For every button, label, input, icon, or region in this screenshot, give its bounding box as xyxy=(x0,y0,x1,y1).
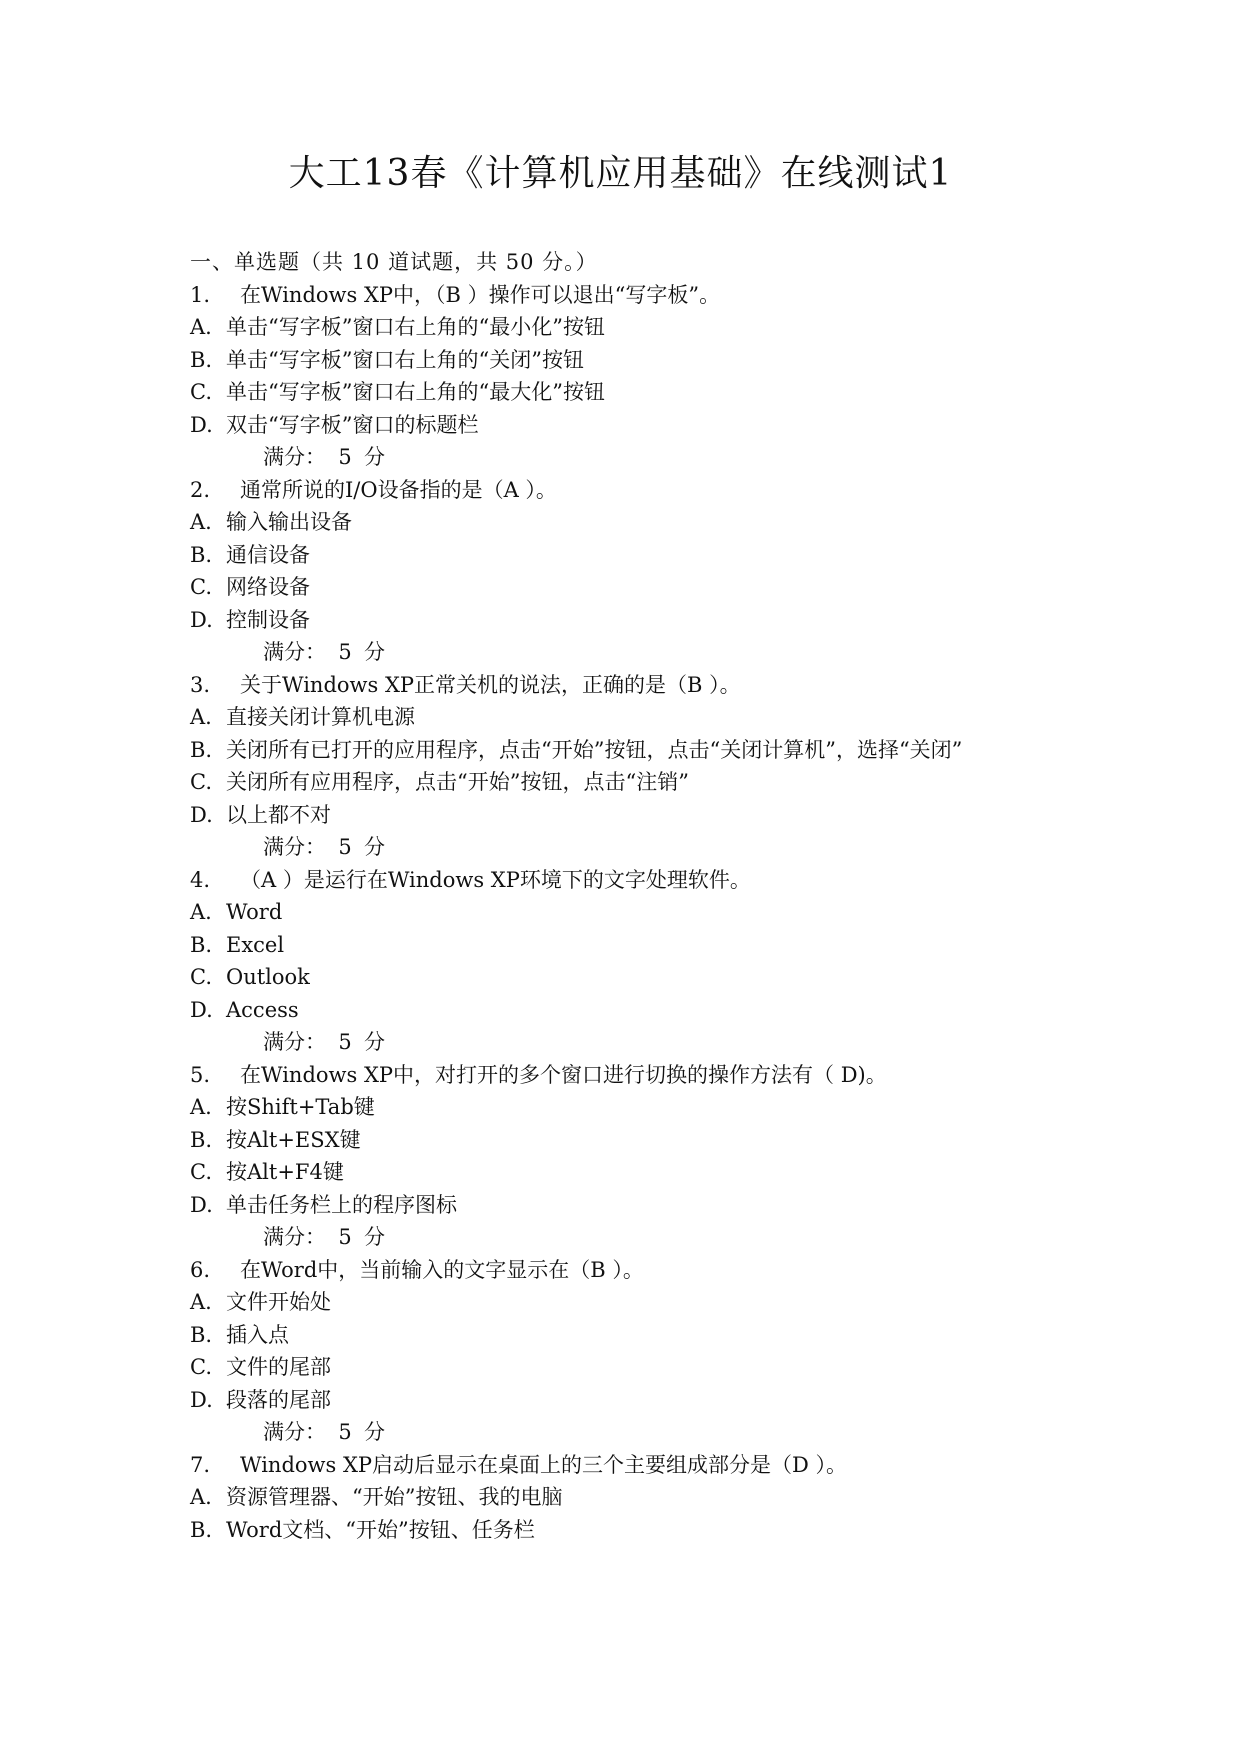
score-unit: 分 xyxy=(364,1030,385,1054)
question-text: 关于Windows XP正常关机的说法，正确的是（B ）。 xyxy=(240,672,741,697)
question-number: 2. xyxy=(190,477,211,502)
option-text: 文件开始处 xyxy=(226,1290,331,1314)
option-letter: A. xyxy=(190,510,212,534)
document-body xyxy=(190,246,1090,1546)
score-value: 5 xyxy=(338,835,352,859)
option-letter: B. xyxy=(190,737,213,762)
option-letter: D. xyxy=(190,607,213,632)
option xyxy=(190,604,1090,637)
option-text: 单击任务栏上的程序图标 xyxy=(226,1192,457,1217)
option-text: 通信设备 xyxy=(226,542,310,567)
option-letter: B. xyxy=(190,1517,213,1542)
option-text: 控制设备 xyxy=(226,607,310,632)
option-letter: D. xyxy=(190,1387,213,1412)
option-text: 单击“写字板”窗口右上角的“最大化”按钮 xyxy=(226,380,605,404)
option-letter: B. xyxy=(190,347,213,372)
option xyxy=(190,409,1090,442)
score-line xyxy=(190,636,1090,669)
question-text: 在Windows XP中，对打开的多个窗口进行切换的操作方法有（ D)。 xyxy=(240,1062,887,1087)
option-letter: B. xyxy=(190,542,213,567)
score-unit: 分 xyxy=(364,1420,385,1444)
option xyxy=(190,1481,1090,1514)
question-2 xyxy=(190,474,1090,507)
option-text: 按Alt+ESX键 xyxy=(226,1127,361,1152)
option xyxy=(190,539,1090,572)
score-value: 5 xyxy=(338,445,352,469)
option xyxy=(190,1351,1090,1384)
question-7 xyxy=(190,1449,1090,1482)
question-1 xyxy=(190,279,1090,312)
question-number: 5. xyxy=(190,1062,211,1087)
option-letter: B. xyxy=(190,1322,213,1347)
score-line xyxy=(190,1416,1090,1449)
option-text: 网络设备 xyxy=(226,575,310,599)
option-text: 关闭所有已打开的应用程序，点击“开始”按钮，点击“关闭计算机”，选择“关闭” xyxy=(226,737,963,762)
question-number: 6. xyxy=(190,1257,211,1282)
option-text: Word文档、“开始”按钮、任务栏 xyxy=(226,1517,535,1542)
question-text: （A ）是运行在Windows XP环境下的文字处理软件。 xyxy=(240,867,751,892)
option-letter: C. xyxy=(190,380,212,404)
option xyxy=(190,994,1090,1027)
question-4 xyxy=(190,864,1090,897)
question-number: 3. xyxy=(190,672,211,697)
option-text: 段落的尾部 xyxy=(226,1387,331,1412)
option xyxy=(190,1384,1090,1417)
option xyxy=(190,734,1090,767)
option-text: Excel xyxy=(226,932,285,957)
option xyxy=(190,1124,1090,1157)
question-3 xyxy=(190,669,1090,702)
option-text: Outlook xyxy=(226,965,310,989)
score-unit: 分 xyxy=(364,1225,385,1249)
score-label: 满分： xyxy=(263,1030,326,1054)
option xyxy=(190,701,1090,734)
option-text: 以上都不对 xyxy=(226,802,331,827)
option-text: 单击“写字板”窗口右上角的“最小化”按钮 xyxy=(226,315,605,339)
option xyxy=(190,961,1090,994)
option-text: 插入点 xyxy=(226,1322,289,1347)
option-text: 文件的尾部 xyxy=(226,1355,331,1379)
option xyxy=(190,1286,1090,1319)
option xyxy=(190,1156,1090,1189)
score-label: 满分： xyxy=(263,1420,326,1444)
option xyxy=(190,571,1090,604)
option xyxy=(190,766,1090,799)
option-letter: B. xyxy=(190,1127,213,1152)
option-text: 按Shift+Tab键 xyxy=(226,1095,375,1119)
option-letter: D. xyxy=(190,997,213,1022)
option-letter: D. xyxy=(190,1192,213,1217)
option-letter: C. xyxy=(190,1355,212,1379)
question-text: 在Windows XP中，（B ）操作可以退出“写字板”。 xyxy=(240,282,721,307)
score-label: 满分： xyxy=(263,445,326,469)
question-5 xyxy=(190,1059,1090,1092)
score-value: 5 xyxy=(338,640,352,664)
option-letter: A. xyxy=(190,900,212,924)
score-unit: 分 xyxy=(364,445,385,469)
option xyxy=(190,1514,1090,1547)
option-letter: D. xyxy=(190,802,213,827)
question-6 xyxy=(190,1254,1090,1287)
option-text: 资源管理器、“开始”按钮、我的电脑 xyxy=(226,1485,563,1509)
option-letter: C. xyxy=(190,965,212,989)
document-title: 大工13春《计算机应用基础》在线测试1 xyxy=(288,153,953,194)
score-line xyxy=(190,441,1090,474)
option xyxy=(190,896,1090,929)
score-label: 满分： xyxy=(263,640,326,664)
option xyxy=(190,1319,1090,1352)
option-text: 双击“写字板”窗口的标题栏 xyxy=(226,412,479,437)
option xyxy=(190,344,1090,377)
section-heading: 一、单选题（共 10 道试题，共 50 分。） xyxy=(190,250,598,274)
option-letter: B. xyxy=(190,932,213,957)
question-number: 4. xyxy=(190,867,211,892)
question-number: 1. xyxy=(190,282,211,307)
option-text: Access xyxy=(226,997,299,1022)
option xyxy=(190,1091,1090,1124)
question-text: 通常所说的I/O设备指的是（A ）。 xyxy=(240,477,557,502)
score-line xyxy=(190,1026,1090,1059)
option-text: 单击“写字板”窗口右上角的“关闭”按钮 xyxy=(226,347,584,372)
option-letter: A. xyxy=(190,1095,212,1119)
option-letter: C. xyxy=(190,770,212,794)
option-text: Word xyxy=(226,900,283,924)
score-label: 满分： xyxy=(263,835,326,859)
score-label: 满分： xyxy=(263,1225,326,1249)
option-letter: C. xyxy=(190,575,212,599)
score-line xyxy=(190,1221,1090,1254)
option xyxy=(190,1189,1090,1222)
option xyxy=(190,311,1090,344)
question-number: 7. xyxy=(190,1452,211,1477)
question-text: 在Word中，当前输入的文字显示在（B ）。 xyxy=(240,1257,644,1282)
option-letter: D. xyxy=(190,412,213,437)
option-text: 关闭所有应用程序，点击“开始”按钮，点击“注销” xyxy=(226,770,689,794)
score-value: 5 xyxy=(338,1030,352,1054)
option-letter: A. xyxy=(190,1290,212,1314)
score-unit: 分 xyxy=(364,835,385,859)
score-unit: 分 xyxy=(364,640,385,664)
score-value: 5 xyxy=(338,1225,352,1249)
option-letter: C. xyxy=(190,1160,212,1184)
option xyxy=(190,376,1090,409)
score-line xyxy=(190,831,1090,864)
option-letter: A. xyxy=(190,1485,212,1509)
option xyxy=(190,799,1090,832)
question-text: Windows XP启动后显示在桌面上的三个主要组成部分是（D ）。 xyxy=(240,1452,848,1477)
option-letter: A. xyxy=(190,315,212,339)
option-letter: A. xyxy=(190,705,212,729)
option-text: 直接关闭计算机电源 xyxy=(226,705,415,729)
option-text: 按Alt+F4键 xyxy=(226,1160,344,1184)
option xyxy=(190,929,1090,962)
option xyxy=(190,506,1090,539)
option-text: 输入输出设备 xyxy=(226,510,352,534)
score-value: 5 xyxy=(338,1420,352,1444)
